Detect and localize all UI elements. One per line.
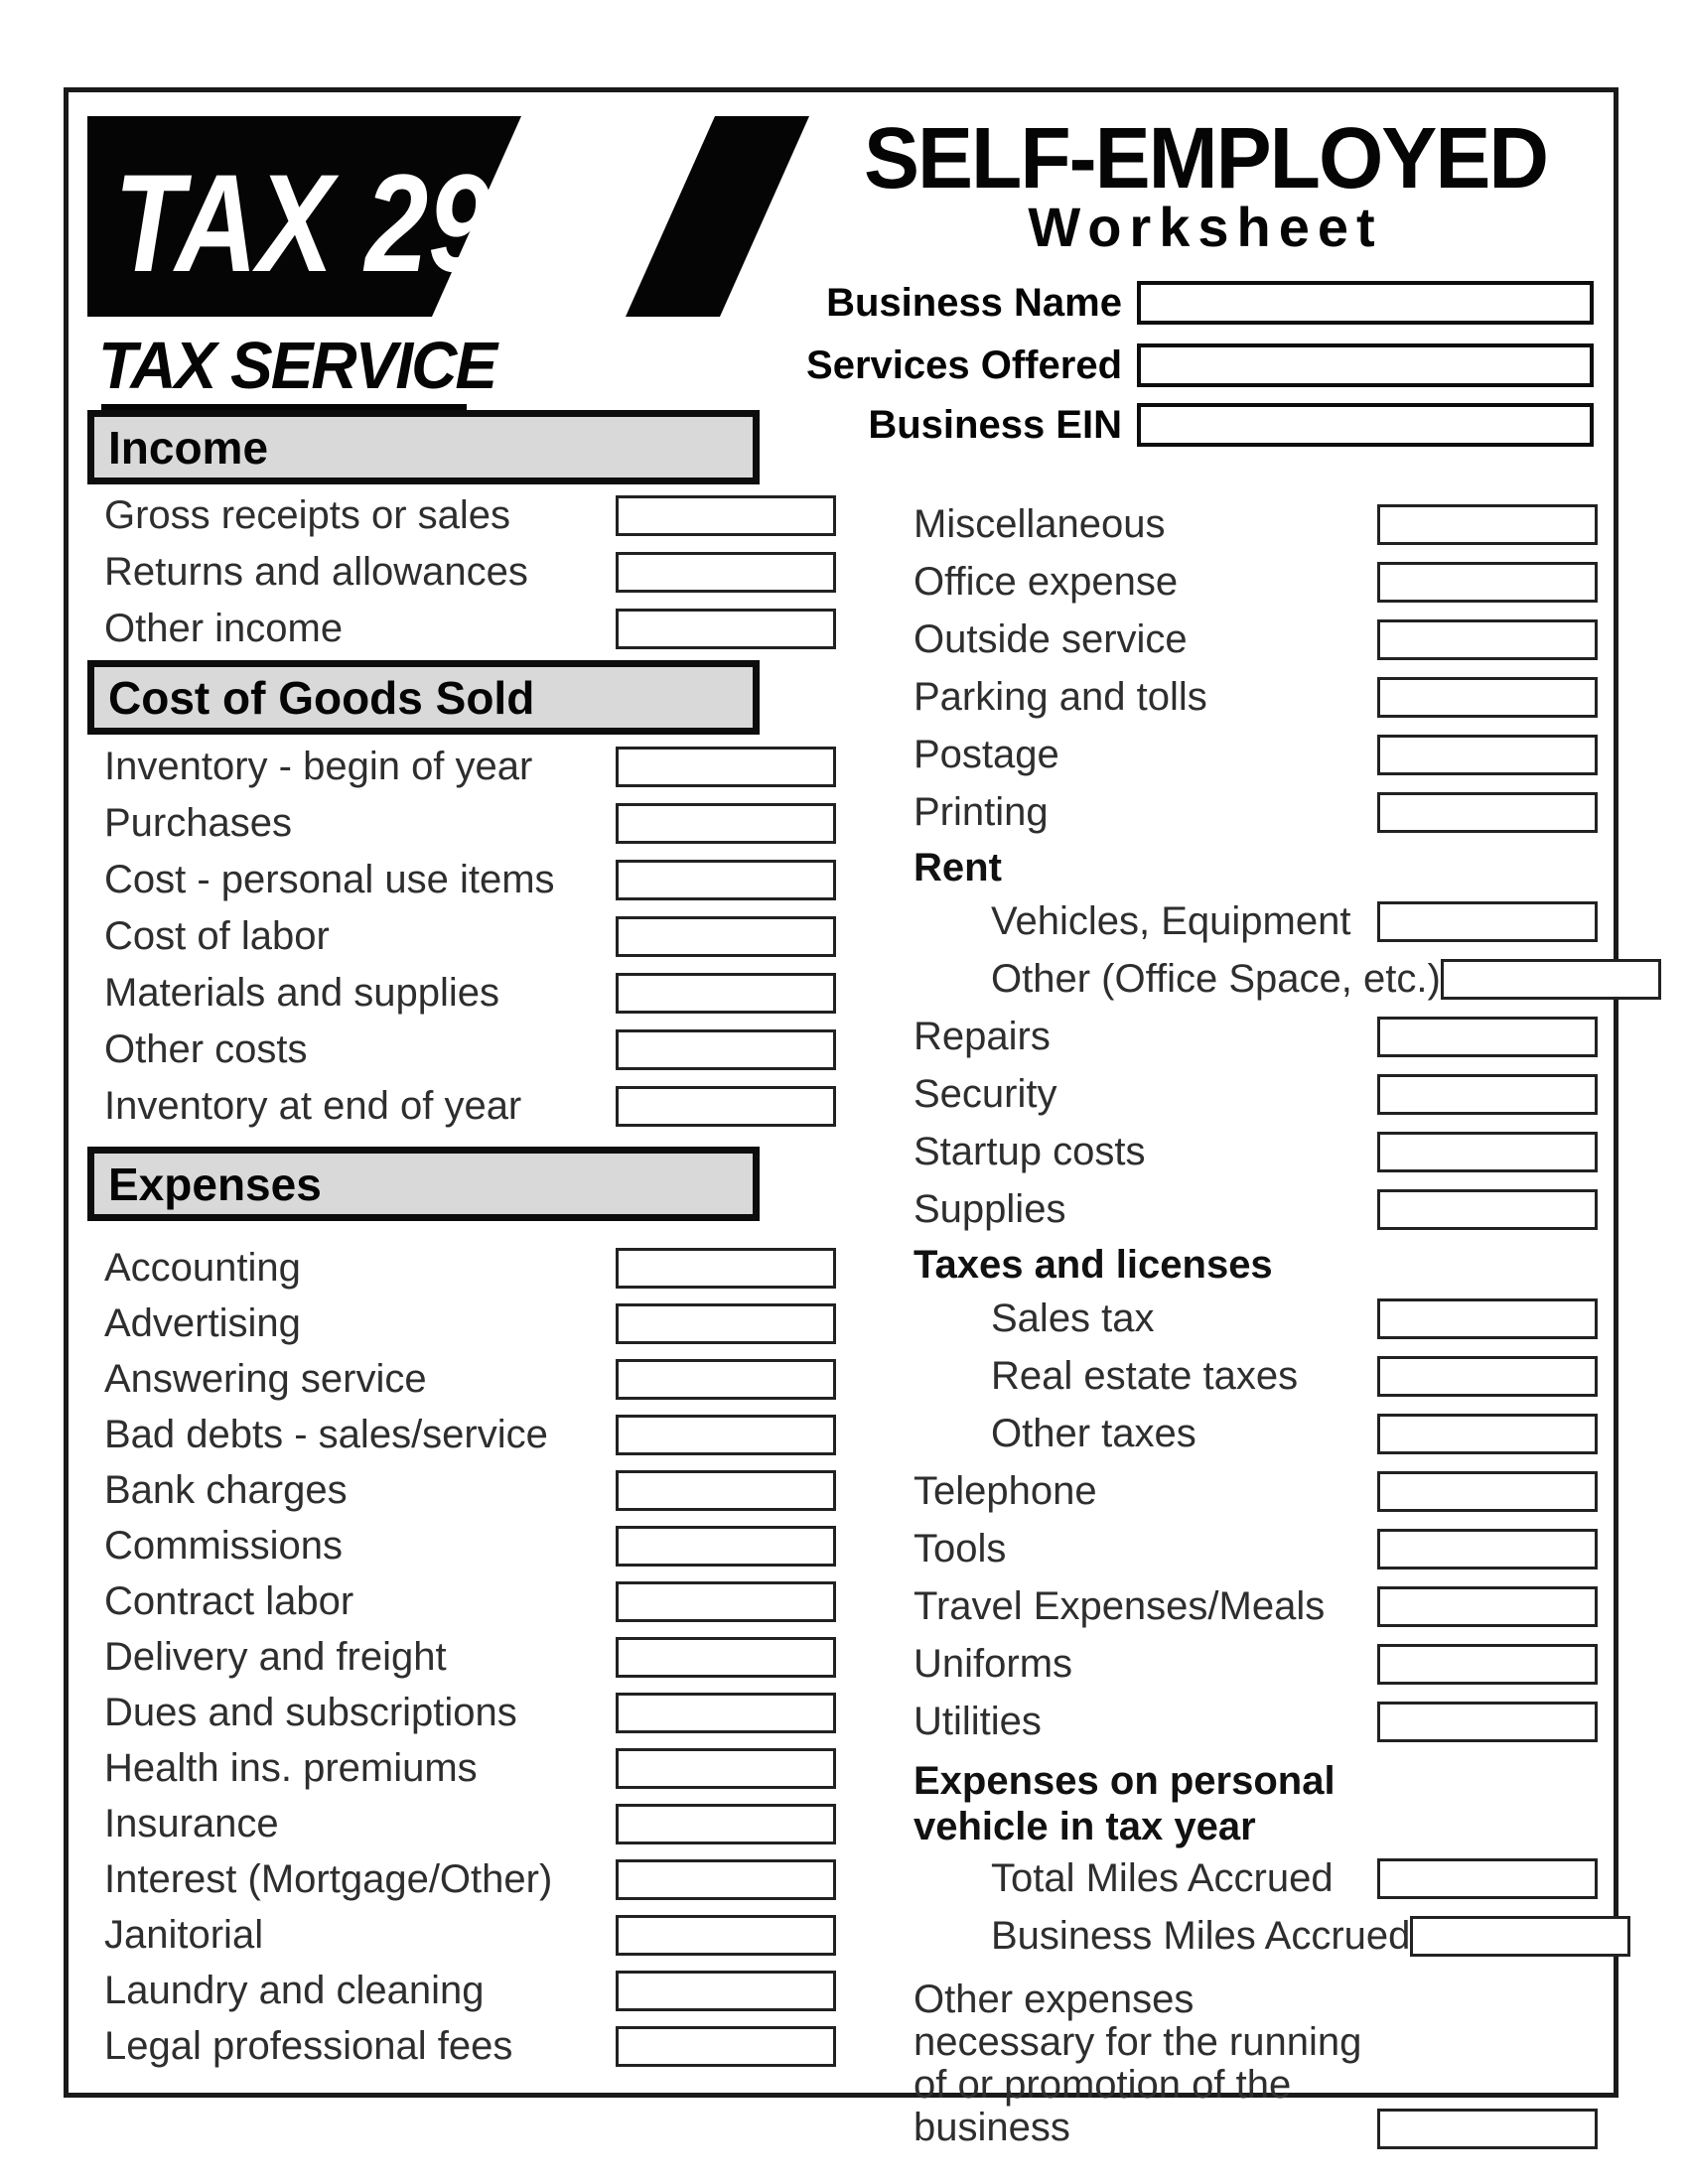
- cost-of-labor-input[interactable]: [616, 916, 836, 957]
- row-janitorial: [87, 1907, 836, 1963]
- printing-input[interactable]: [1377, 792, 1598, 833]
- row-security: [914, 1065, 1598, 1123]
- repairs-label: Repairs: [914, 1014, 1051, 1058]
- office-expense-label: Office expense: [914, 559, 1179, 604]
- postage-label: Postage: [914, 732, 1059, 776]
- accounting-input[interactable]: [616, 1248, 836, 1289]
- delivery-and-freight-label: Delivery and freight: [104, 1634, 447, 1679]
- other-taxes-input[interactable]: [1377, 1414, 1598, 1454]
- row-advertising: [87, 1296, 836, 1351]
- real-estate-taxes-label: Real estate taxes: [991, 1353, 1299, 1398]
- other-taxes-label: Other taxes: [991, 1411, 1196, 1455]
- row-accounting: [87, 1240, 836, 1296]
- travel-expenses-meals-label: Travel Expenses/Meals: [914, 1583, 1326, 1628]
- startup-costs-input[interactable]: [1377, 1132, 1598, 1172]
- bank-charges-label: Bank charges: [104, 1467, 348, 1512]
- other-costs-label: Other costs: [104, 1027, 308, 1071]
- row-inventory-begin-of-year: [87, 739, 836, 795]
- subheader-rent: Rent: [914, 846, 1002, 889]
- insurance-input[interactable]: [616, 1804, 836, 1844]
- services-offered-input[interactable]: [1137, 343, 1594, 387]
- logo-tagline: TAX SERVICE: [98, 328, 495, 403]
- row-printing: [914, 783, 1598, 841]
- total-miles-accrued-label: Total Miles Accrued: [991, 1855, 1334, 1900]
- row-postage: [914, 726, 1598, 783]
- telephone-input[interactable]: [1377, 1471, 1598, 1512]
- row-outside-service: [914, 611, 1598, 668]
- sales-tax-label: Sales tax: [991, 1296, 1155, 1340]
- row-gross-receipts-or-sales: [87, 487, 836, 544]
- janitorial-input[interactable]: [616, 1915, 836, 1956]
- row-dues-and-subscriptions: [87, 1685, 836, 1740]
- services-offered-row: [565, 343, 1594, 387]
- row-cost-of-labor: [87, 908, 836, 965]
- vehicles-equipment-input[interactable]: [1377, 901, 1598, 942]
- row-interest-mortgage-other: [87, 1851, 836, 1907]
- laundry-and-cleaning-input[interactable]: [616, 1971, 836, 2011]
- legal-professional-fees-input[interactable]: [616, 2026, 836, 2067]
- advertising-label: Advertising: [104, 1300, 301, 1345]
- other-office-space-etc-label: Other (Office Space, etc.): [991, 956, 1441, 1001]
- gross-receipts-or-sales-input[interactable]: [616, 495, 836, 536]
- row-bad-debts-sales-service: [87, 1407, 836, 1462]
- row-health-ins-premiums: [87, 1740, 836, 1796]
- right-column: [914, 495, 1598, 2149]
- materials-and-supplies-input[interactable]: [616, 973, 836, 1014]
- section-header-cost-of-goods-sold: Cost of Goods Sold: [87, 660, 760, 735]
- commissions-input[interactable]: [616, 1526, 836, 1567]
- cost-personal-use-items-label: Cost - personal use items: [104, 858, 555, 901]
- row-supplies: [914, 1180, 1598, 1238]
- other-expenses-note-label: Other expenses necessary for the running of or promotion of the business: [914, 1978, 1362, 2149]
- outside-service-label: Outside service: [914, 616, 1188, 661]
- row-sales-tax: [914, 1290, 1598, 1347]
- row-materials-and-supplies: [87, 965, 836, 1022]
- row-business-miles-accrued: [914, 1907, 1598, 1965]
- health-ins-premiums-label: Health ins. premiums: [104, 1745, 478, 1790]
- row-total-miles-accrued: [914, 1849, 1598, 1907]
- uniforms-label: Uniforms: [914, 1641, 1073, 1686]
- other-income-label: Other income: [104, 607, 344, 650]
- row-utilities: [914, 1693, 1598, 1750]
- other-costs-input[interactable]: [616, 1029, 836, 1070]
- purchases-label: Purchases: [104, 801, 292, 845]
- materials-and-supplies-label: Materials and supplies: [104, 971, 499, 1015]
- janitorial-label: Janitorial: [104, 1912, 264, 1957]
- row-other-income: [87, 601, 836, 657]
- postage-input[interactable]: [1377, 735, 1598, 775]
- other-office-space-etc-input[interactable]: [1441, 959, 1661, 1000]
- row-inventory-at-end-of-year: [87, 1078, 836, 1135]
- travel-expenses-meals-input[interactable]: [1377, 1586, 1598, 1627]
- total-miles-accrued-input[interactable]: [1377, 1858, 1598, 1899]
- row-miscellaneous: [914, 495, 1598, 553]
- page-border-frame: [64, 87, 1618, 2149]
- insurance-label: Insurance: [104, 1801, 279, 1845]
- laundry-and-cleaning-label: Laundry and cleaning: [104, 1968, 485, 2012]
- returns-and-allowances-label: Returns and allowances: [104, 550, 528, 594]
- other-expenses-input[interactable]: [1377, 2109, 1598, 2149]
- section-header-income: Income: [87, 410, 760, 484]
- row-laundry-and-cleaning: [87, 1963, 836, 2018]
- row-commissions: [87, 1518, 836, 1573]
- business-ein-label: Business EIN: [868, 402, 1122, 447]
- interest-mortgage-other-label: Interest (Mortgage/Other): [104, 1856, 553, 1901]
- interest-mortgage-other-input[interactable]: [616, 1859, 836, 1900]
- other-income-input[interactable]: [616, 609, 836, 649]
- row-other-office-space-etc: [914, 950, 1598, 1008]
- subheader-taxes-and-licenses: Taxes and licenses: [914, 1243, 1273, 1287]
- row-uniforms: [914, 1635, 1598, 1693]
- real-estate-taxes-input[interactable]: [1377, 1356, 1598, 1397]
- inventory-at-end-of-year-label: Inventory at end of year: [104, 1084, 522, 1128]
- answering-service-input[interactable]: [616, 1359, 836, 1400]
- left-column: [87, 410, 836, 2074]
- inventory-begin-of-year-input[interactable]: [616, 747, 836, 787]
- office-expense-input[interactable]: [1377, 562, 1598, 603]
- printing-label: Printing: [914, 789, 1049, 834]
- business-name-label: Business Name: [826, 280, 1122, 325]
- row-travel-expenses-meals: [914, 1577, 1598, 1635]
- repairs-input[interactable]: [1377, 1017, 1598, 1057]
- row-telephone: [914, 1462, 1598, 1520]
- inventory-begin-of-year-label: Inventory - begin of year: [104, 745, 533, 788]
- row-tools: [914, 1520, 1598, 1577]
- inventory-at-end-of-year-input[interactable]: [616, 1086, 836, 1127]
- commissions-label: Commissions: [104, 1523, 344, 1568]
- gross-receipts-or-sales-label: Gross receipts or sales: [104, 493, 511, 537]
- row-contract-labor: [87, 1573, 836, 1629]
- telephone-label: Telephone: [914, 1468, 1097, 1513]
- parking-and-tolls-label: Parking and tolls: [914, 674, 1207, 719]
- purchases-input[interactable]: [616, 803, 836, 844]
- row-other-expenses-necessary-for-t: [914, 1965, 1598, 2149]
- page-subtitle: Worksheet: [1028, 196, 1383, 258]
- section-header-expenses: Expenses: [87, 1147, 760, 1221]
- health-ins-premiums-input[interactable]: [616, 1748, 836, 1789]
- business-name-row: [565, 281, 1594, 325]
- contract-labor-input[interactable]: [616, 1581, 836, 1622]
- miscellaneous-input[interactable]: [1377, 504, 1598, 545]
- row-legal-professional-fees: [87, 2018, 836, 2074]
- utilities-label: Utilities: [914, 1699, 1042, 1743]
- row-other-costs: [87, 1022, 836, 1078]
- dues-and-subscriptions-label: Dues and subscriptions: [104, 1690, 517, 1734]
- page-title: SELF-EMPLOYED: [863, 108, 1548, 206]
- business-miles-accrued-input[interactable]: [1410, 1916, 1630, 1957]
- row-office-expense: [914, 553, 1598, 611]
- row-startup-costs: [914, 1123, 1598, 1180]
- row-returns-and-allowances: [87, 544, 836, 601]
- miscellaneous-label: Miscellaneous: [914, 501, 1166, 546]
- utilities-input[interactable]: [1377, 1702, 1598, 1742]
- row-answering-service: [87, 1351, 836, 1407]
- cost-personal-use-items-input[interactable]: [616, 860, 836, 900]
- row-bank-charges: [87, 1462, 836, 1518]
- sales-tax-input[interactable]: [1377, 1298, 1598, 1339]
- row-real-estate-taxes: [914, 1347, 1598, 1405]
- supplies-label: Supplies: [914, 1186, 1066, 1231]
- row-parking-and-tolls: [914, 668, 1598, 726]
- cost-of-labor-label: Cost of labor: [104, 914, 330, 958]
- business-name-input[interactable]: [1137, 281, 1594, 325]
- bad-debts-sales-service-input[interactable]: [616, 1415, 836, 1455]
- business-miles-accrued-label: Business Miles Accrued: [991, 1913, 1411, 1958]
- answering-service-label: Answering service: [104, 1356, 427, 1401]
- contract-labor-label: Contract labor: [104, 1578, 354, 1623]
- services-offered-label: Services Offered: [806, 342, 1122, 387]
- row-insurance: [87, 1796, 836, 1851]
- supplies-input[interactable]: [1377, 1189, 1598, 1230]
- subheader-expenses-on-personal-vehicle-in-tax-year: Expenses on personal vehicle in tax year: [914, 1759, 1336, 1848]
- outside-service-input[interactable]: [1377, 619, 1598, 660]
- tools-input[interactable]: [1377, 1529, 1598, 1570]
- security-label: Security: [914, 1071, 1057, 1116]
- uniforms-input[interactable]: [1377, 1644, 1598, 1685]
- logo-text: TAX 29: [114, 145, 492, 301]
- row-cost-personal-use-items: [87, 852, 836, 908]
- accounting-label: Accounting: [104, 1245, 301, 1290]
- startup-costs-label: Startup costs: [914, 1129, 1146, 1173]
- row-vehicles-equipment: [914, 892, 1598, 950]
- security-input[interactable]: [1377, 1074, 1598, 1115]
- dues-and-subscriptions-input[interactable]: [616, 1693, 836, 1733]
- parking-and-tolls-input[interactable]: [1377, 677, 1598, 718]
- row-repairs: [914, 1008, 1598, 1065]
- legal-professional-fees-label: Legal professional fees: [104, 2023, 513, 2068]
- business-ein-input[interactable]: [1137, 403, 1594, 447]
- delivery-and-freight-input[interactable]: [616, 1637, 836, 1678]
- row-purchases: [87, 795, 836, 852]
- bank-charges-input[interactable]: [616, 1470, 836, 1511]
- advertising-input[interactable]: [616, 1303, 836, 1344]
- header: [813, 108, 1598, 258]
- vehicles-equipment-label: Vehicles, Equipment: [991, 898, 1351, 943]
- tools-label: Tools: [914, 1526, 1007, 1570]
- row-delivery-and-freight: [87, 1629, 836, 1685]
- bad-debts-sales-service-label: Bad debts - sales/service: [104, 1412, 548, 1456]
- returns-and-allowances-input[interactable]: [616, 552, 836, 593]
- row-other-taxes: [914, 1405, 1598, 1462]
